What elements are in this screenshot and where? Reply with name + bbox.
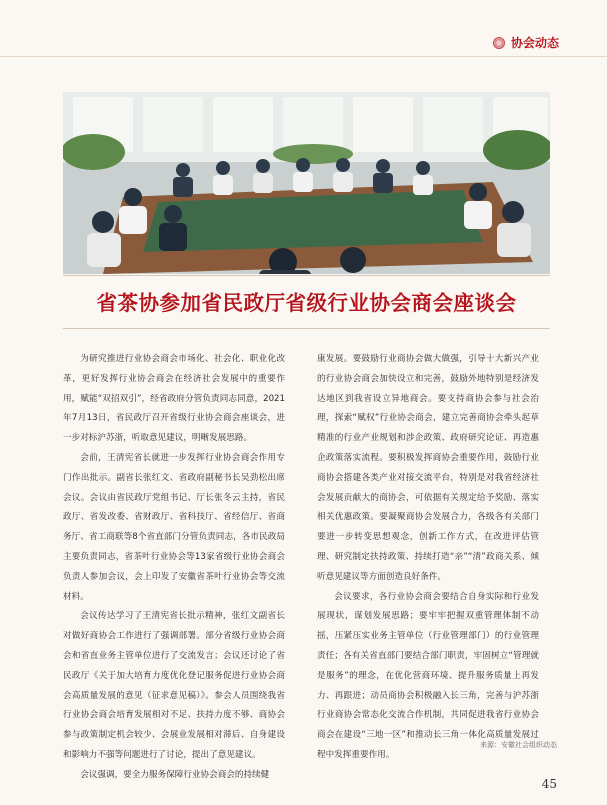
flower-icon: [493, 37, 505, 49]
paragraph: 会议强调，要全力服务保障行业协会商会的持续健: [80, 769, 270, 780]
title-rule-bottom: [63, 328, 550, 329]
paragraph: 会议传达学习了王清宪省长批示精神，张红文副省长对做好商协会工作进行了强调部署。部分省级行业协会商会和省直业务主管单位进行了交流发言；会议还讨论了省民政厅《关于加大培育力度优化登记服务促进行业协会商会高质量发展的意见（征求意见稿）》。参会人员围绕我省行业协会商会培育发展相对不足、扶持力度不够、商协会参与政策制定机会较少、会展业发展相对滞后、自身建设和影响力不强等问题进行了讨论，提出了意见建议。: [63, 611, 285, 760]
meeting-photo: [63, 92, 550, 274]
paragraph: 康发展。要鼓励行业商协会做大做强，引导十大新兴产业的行业协会商会加快设立和完善，鼓励外地特别是经济发达地区到我省设立异地商会。要支持商协会参与社会治理，探索“赋权”行业协会商会，建立完善商协会牵头起草精准的行业产业规划和涉企政策、政府研究论证、再造惠企政策落实流程。要积极发挥商协会重要作用，鼓励行业商协会搭建各类产业对接交流平台，特别是对我省经济社会发展贡献大的商协会，可依据有关规定给予奖励、落实相关优惠政策。要凝聚商协会发展合力，各级各有关部门要进一步转变思想观念，创新工作方式，在改进评估管理、研究制定扶持政策、持续打造“亲”“清”政商关系、倾听意见建议等方面创造良好条件。: [317, 354, 539, 582]
article-source: 来源：安徽社会组织动态: [480, 741, 557, 749]
paragraph: 为研究推进行业协会商会市场化、社会化、职业化改革，更好发挥行业协会商会在经济社会发展中的重要作用，赋能“双招双引”，经省政府分管负责同志同意，2021年7月13日，省民政厅召开省级行业协会商会座谈会，进一步对标沪苏浙，听取意见建议，明晰发展思路。: [63, 354, 285, 444]
article-title: 省茶协参加省民政厅省级行业协会商会座谈会: [96, 291, 517, 315]
right-column: [317, 350, 539, 766]
paragraph: 会前，王清宪省长就进一步发挥行业协会商会作用专门作出批示。副省长张红文、省政府副秘书长吴劲松出席会议。会议由省民政厅党组书记、厅长张冬云主持，省民政厅、省发改委、省财政厅、省科技厅、省经信厅、省商务厅、省工商联等8个省直部门分管负责同志，各市民政局主要负责同志，省茶叶行业协会等13家省级行业协会商会负责人参加会议，会上印发了安徽省茶叶行业协会等交流材料。: [63, 452, 285, 602]
left-column: [63, 350, 285, 786]
paragraph: 会议要求，各行业协会商会要结合自身实际和行业发展现状，谋划发展思路；要牢牢把握双重管理体制不动摇，压紧压实业务主管单位（行业管理部门）的行业管理责任；各有关省直部门要结合部门职责，牢固树立“管理就是服务”的理念，在优化营商环境、提升服务质量上再发力、再跟进；动员商协会积极融入长三角，完善与沪苏浙行业商协会常态化交流合作机制，共同促进我省行业协会商会在建设“三地一区”和推动长三角一体化高质量发展过程中发挥重要作用。: [317, 591, 539, 760]
section-tag: [493, 34, 559, 51]
page-number: 45: [541, 777, 557, 791]
section-label: 协会动态: [510, 36, 559, 50]
header-rule: [0, 56, 607, 57]
title-rule-top: [63, 275, 550, 276]
